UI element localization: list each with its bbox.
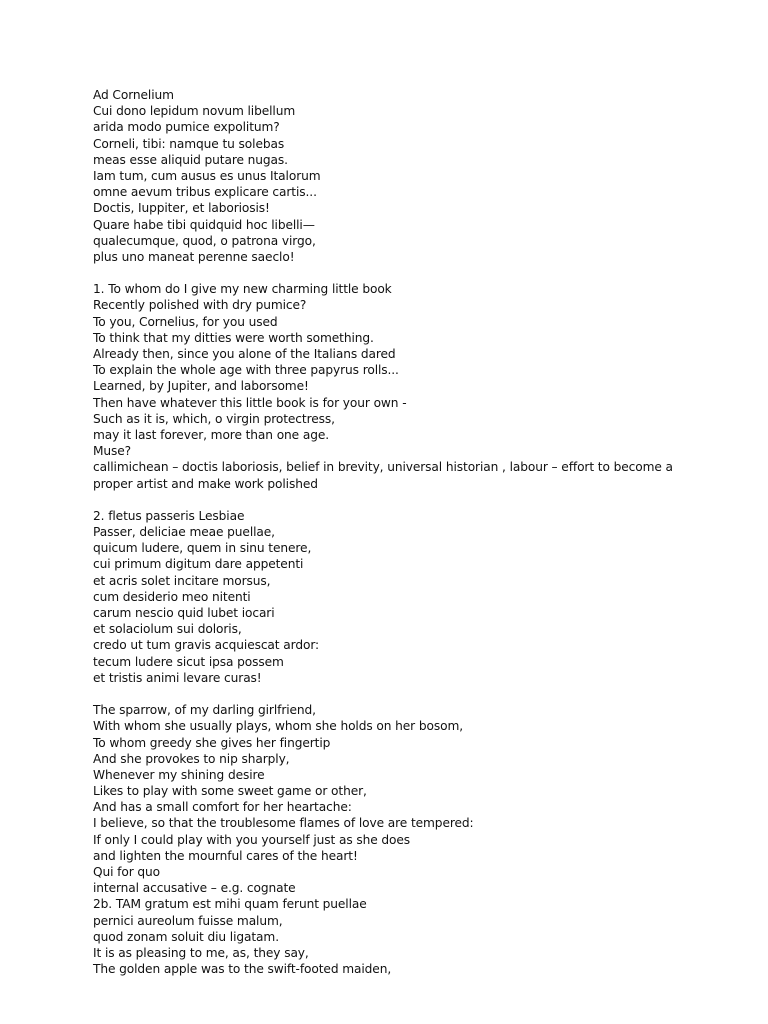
text-line: I believe, so that the troublesome flames of love are tempered: (93, 816, 474, 831)
text-line: With whom she usually plays, whom she holds on her bosom, (93, 719, 463, 734)
text-line: Quare habe tibi quidquid hoc libelli— (93, 217, 315, 232)
text-line: plus uno maneat perenne saeclo! (93, 249, 295, 264)
text-line: The golden apple was to the swift-footed maiden, (93, 962, 392, 977)
text-line: and lighten the mournful cares of the heart! (93, 848, 358, 863)
text-line: Cui dono lepidum novum libellum (93, 104, 296, 119)
blank-line (93, 492, 733, 508)
text-line: Doctis, Iuppiter, et laboriosis! (93, 201, 270, 216)
text-line: internal accusative – e.g. cognate (93, 881, 296, 896)
text-line: It is as pleasing to me, as, they say, (93, 945, 309, 960)
text-line: To explain the whole age with three papyrus rolls... (93, 363, 399, 378)
text-line: Muse? (93, 444, 132, 459)
text-line: Corneli, tibi: namque tu solebas (93, 136, 285, 151)
text-line: 1. To whom do I give my new charming little book (93, 282, 392, 297)
text-line: 2. fletus passeris Lesbiae (93, 508, 245, 523)
blank-line (93, 686, 733, 702)
text-line: To whom greedy she gives her fingertip (93, 735, 331, 750)
text-line: The sparrow, of my darling girlfriend, (93, 703, 316, 718)
text-line: Recently polished with dry pumice? (93, 298, 307, 313)
document-body (93, 87, 733, 977)
text-line: tecum ludere sicut ipsa possem (93, 654, 284, 669)
text-line: quicum ludere, quem in sinu tenere, (93, 541, 312, 556)
text-line: omne aevum tribus explicare cartis... (93, 185, 317, 200)
text-line: To think that my ditties were worth something. (93, 330, 374, 345)
blank-line (93, 265, 733, 281)
text-line: Likes to play with some sweet game or other, (93, 784, 367, 799)
text-line: pernici aureolum fuisse malum, (93, 913, 283, 928)
text-line: may it last forever, more than one age. (93, 427, 330, 442)
text-line: 2b. TAM gratum est mihi quam ferunt puellae (93, 897, 367, 912)
text-line: qualecumque, quod, o patrona virgo, (93, 233, 316, 248)
text-line: cum desiderio meo nitenti (93, 589, 251, 604)
text-line: Qui for quo (93, 865, 161, 879)
text-line: proper artist and make work polished (93, 476, 318, 491)
text-line: Such as it is, which, o virgin protectress, (93, 411, 335, 426)
text-line: quod zonam soluit diu ligatam. (93, 929, 279, 944)
text-line: To you, Cornelius, for you used (93, 314, 278, 329)
text-line: If only I could play with you yourself just as she does (93, 832, 411, 847)
text-line: et solaciolum sui doloris, (93, 622, 242, 637)
text-line: Learned, by Jupiter, and laborsome! (93, 379, 309, 394)
text-line: And she provokes to nip sharply, (93, 751, 290, 766)
text-line: Ad Cornelium (93, 88, 174, 102)
text-line: credo ut tum gravis acquiescat ardor: (93, 638, 320, 653)
text-line: cui primum digitum dare appetenti (93, 557, 304, 572)
text-line: Then have whatever this little book is for your own - (93, 395, 407, 410)
text-line: Iam tum, cum ausus es unus Italorum (93, 168, 321, 183)
text-line: et tristis animi levare curas! (93, 670, 262, 685)
text-line: And has a small comfort for her heartache: (93, 800, 352, 815)
text-line: et acris solet incitare morsus, (93, 573, 271, 588)
text-line: callimichean – doctis laboriosis, belief in brevity, universal historian , labour – effort to become a (93, 460, 673, 475)
text-line: Already then, since you alone of the Italians dared (93, 347, 396, 361)
text-line: arida modo pumice expolitum? (93, 120, 280, 135)
text-line: Passer, deliciae meae puellae, (93, 525, 275, 540)
text-line: meas esse aliquid putare nugas. (93, 152, 288, 167)
text-line: carum nescio quid lubet iocari (93, 606, 275, 620)
text-line: Whenever my shining desire (93, 767, 265, 782)
